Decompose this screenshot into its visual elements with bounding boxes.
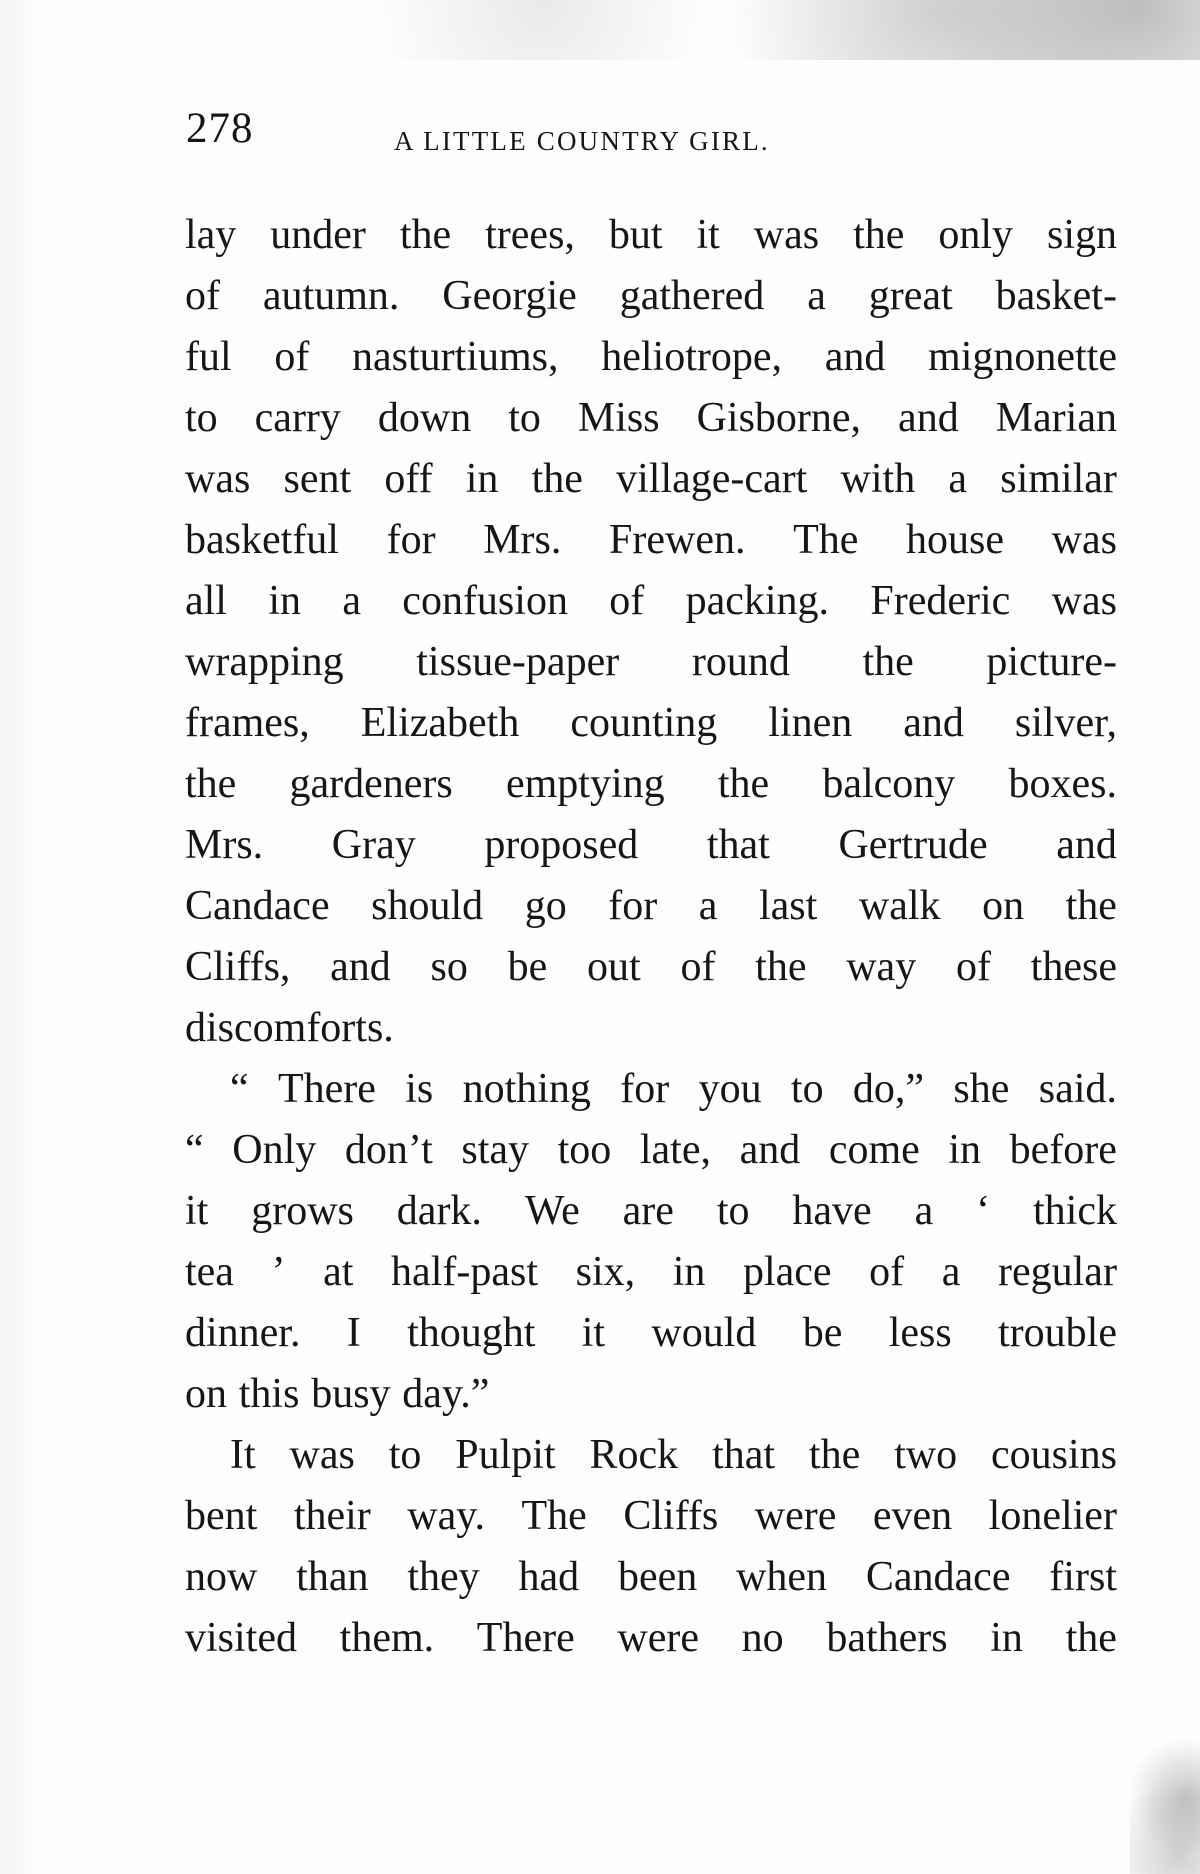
running-title: A LITTLE COUNTRY GIRL. (394, 126, 770, 156)
paragraph (185, 1425, 1117, 1669)
text-line: now than they had been when Candace first (185, 1554, 1117, 1600)
text-line: was sent off in the village-cart with a similar (185, 456, 1117, 502)
text-line: to carry down to Miss Gisborne, and Marian (185, 395, 1117, 441)
text-line: Cliffs, and so be out of the way of these (185, 944, 1117, 990)
text-line: of autumn. Georgie gathered a great basket- (185, 273, 1117, 319)
text-line: Mrs. Gray proposed that Gertrude and (185, 822, 1117, 868)
scan-noise-top (0, 0, 1200, 60)
page-header (186, 104, 926, 164)
text-line: the gardeners emptying the balcony boxes. (185, 761, 1117, 807)
scan-noise-bottom-right (1130, 1680, 1200, 1874)
text-line: frames, Elizabeth counting linen and silver, (185, 700, 1117, 746)
text-line: on this busy day.” (185, 1371, 490, 1417)
text-line: It was to Pulpit Rock that the two cousins (230, 1432, 1117, 1478)
body-text (185, 205, 1117, 1669)
text-line: it grows dark. We are to have a ‘ thick (185, 1188, 1117, 1234)
text-line: ful of nasturtiums, heliotrope, and mignonette (185, 334, 1117, 380)
text-line: visited them. There were no bathers in the (185, 1615, 1117, 1661)
paragraph (185, 1059, 1117, 1425)
paragraph (185, 205, 1117, 1059)
text-line: bent their way. The Cliffs were even lonelier (185, 1493, 1117, 1539)
page-number: 278 (186, 105, 254, 152)
text-line: dinner. I thought it would be less trouble (185, 1310, 1117, 1356)
scan-shadow-left (0, 0, 40, 1874)
text-line: “ There is nothing for you to do,” she said. (230, 1066, 1117, 1112)
text-line: wrapping tissue-paper round the picture- (185, 639, 1117, 685)
text-line: tea ’ at half-past six, in place of a regular (185, 1249, 1117, 1295)
text-line: lay under the trees, but it was the only sign (185, 212, 1117, 258)
text-line: discomforts. (185, 1005, 394, 1051)
text-line: all in a confusion of packing. Frederic was (185, 578, 1117, 624)
text-line: Candace should go for a last walk on the (185, 883, 1117, 929)
text-line: “ Only don’t stay too late, and come in before (185, 1127, 1117, 1173)
text-line: basketful for Mrs. Frewen. The house was (185, 517, 1117, 563)
